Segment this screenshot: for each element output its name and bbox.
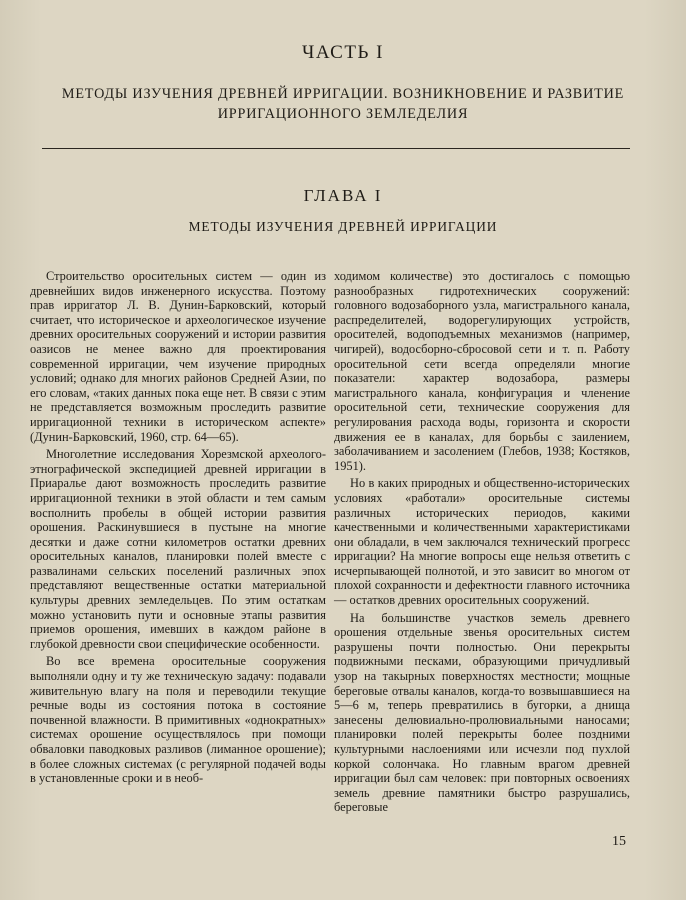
paragraph: Строительство оросительных систем — один из древнейших видов инженерного искусства. Поэтому прав ирригатор Л. В. Дунин-Барковский, который считает, что историческое и археологическое изучение древних оросительных сооружений и истории развития оазисов не менее важно для проектирования современной ирригации, чем изучение природных условий; однако для многих районов Средней Азии, по его словам, «таких данных пока еще нет. В связи с этим не представляется возможным проследить развитие ирригационной техники в историческом аспекте» (Дунин-Барковский, 1960, стр. 64—65). [30, 269, 326, 444]
page-number: 15 [612, 834, 626, 849]
paragraph: ходимом количестве) это достигалось с помощью разнообразных гидротехнических сооружений: головного водозаборного узла, магистрального канала, распределителей, водорегулирующих устройств, оросителей, водоподъемных механизмов (например, чигирей), водосборно-сбросовой сети и т. п. Работу оросительной сети всегда определяли многие показатели: характер водозабора, размеры магистрального канала, конфигурация и членение оросительной сети, технические сооружения для регулирования расхода воды, горизонта и скорости движения ее в каналах, для борьбы с заилением, заболачиванием и засолением (Глебов, 1938; Костяков, 1951). [334, 269, 630, 473]
paragraph: Но в каких природных и общественно-исторических условиях «работали» оросительные системы различных исторических периодов, какими качественными и количественными характеристиками они обладали, в чем заключался технический прогресс ирригации? На многие вопросы еще нельзя ответить с исчерпывающей полнотой, и это зависит во многом от плохой сохранности и дефектности главного источника — остатков древних оросительных сооружений. [334, 476, 630, 608]
right-column [334, 269, 630, 815]
part-subtitle: МЕТОДЫ ИЗУЧЕНИЯ ДРЕВНЕЙ ИРРИГАЦИИ. ВОЗНИКНОВЕНИЕ И РАЗВИТИЕ ИРРИГАЦИОННОГО ЗЕМЛЕДЕЛИЯ [61, 86, 625, 122]
paragraph: Во все времена оросительные сооружения выполняли одну и ту же техническую задачу: подавали живительную влагу на поля и переводили текущие речные воды из состояния потока в состояние почвенной влажности. В примитивных «однократных» системах орошение осуществлялось при помощи обваловки паводковых разливов (лиманное орошение); в более сложных системах (с регулярной подачей воды в установленные сроки и в необ- [30, 654, 326, 786]
chapter-title: ГЛАВА I [303, 186, 383, 205]
paragraph: Многолетние исследования Хорезмской археолого-этнографической экспедицией древней ирригации в Приаралье дают возможность проследить развитие ирригационной техники в этой области и тем самым восполнить пробелы в общей истории развития орошения. Раскинувшиеся в пустыне на многие десятки и даже сотни километров остатки древних оросительных каналов, планировки полей вместе с развалинами сельских поселений различных эпох представляют вещественные остатки материальной культуры древних земледельцев. По этим остаткам можно установить пути и основные этапы развития приемов орошения, имевших в каждом районе в глубокой древности свои специфические особенности. [30, 447, 326, 651]
horizontal-rule [42, 148, 630, 149]
left-column [30, 269, 326, 786]
chapter-subtitle: МЕТОДЫ ИЗУЧЕНИЯ ДРЕВНЕЙ ИРРИГАЦИИ [188, 219, 498, 234]
part-title: ЧАСТЬ I [302, 42, 384, 63]
paragraph: На большинстве участков земель древнего орошения отдельные звенья оросительных систем разрушены почти полностью. Они перекрыты подвижными песками, образующими причудливый узор на такырных поверхностях местности; мощные береговые отвалы каналов, когда-то возвышавшиеся на 5—6 м, теперь превратились в бугорки, а днища занесены делювиально-пролювиальными наносами; планировки полей перекрыты более поздними культурными наслоениями или исчезли под пухлой коркой солончака. Но главным врагом древней ирригации был сам человек: при повторных освоениях земель древние памятники быстро разрушались, береговые [334, 610, 630, 815]
